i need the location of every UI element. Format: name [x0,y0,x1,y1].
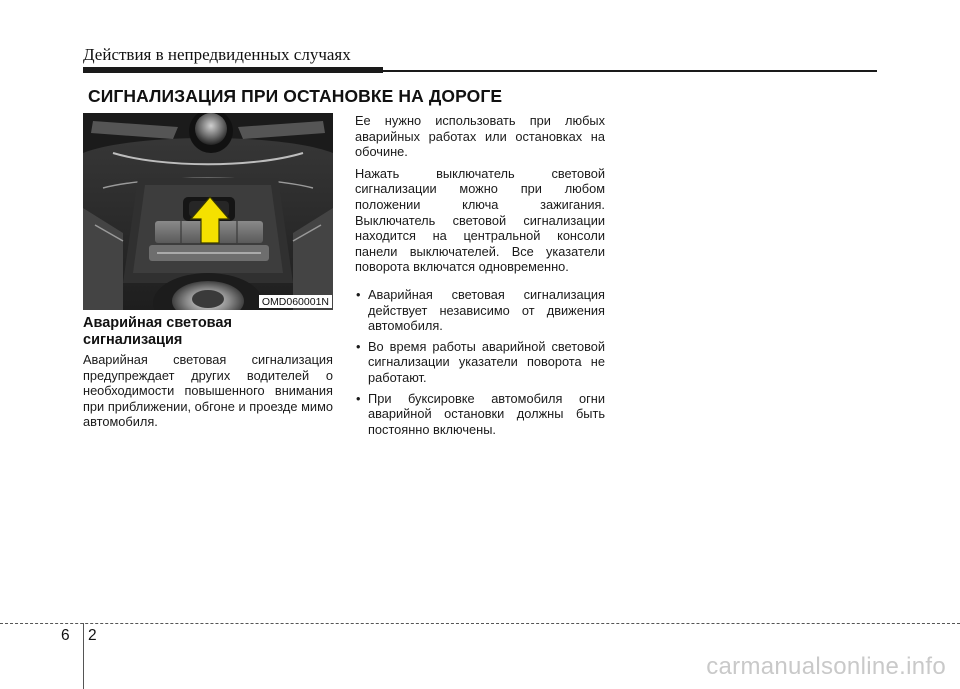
page-section: 6 [61,627,70,644]
right-column [355,113,605,442]
bullet-symbol: • [356,390,361,406]
chapter-title: Действия в непредвиденных случаях [83,45,351,64]
section-title: СИГНАЛИЗАЦИЯ ПРИ ОСТАНОВКЕ НА ДОРОГЕ [88,86,503,106]
figure-code: OMD060001N [259,295,332,308]
switch-paragraph: Нажать выключатель световой сигнализации можно при любом положении ключа зажигания. Выключатель световой сигнализации находится на центральной консоли панели выключателей. Все указатели поворота включатся одновременно. [355,165,605,275]
console-illustration [83,113,333,310]
page-index: 2 [88,627,97,644]
bullet-symbol: • [356,338,361,354]
bullet-symbol: • [356,286,361,302]
list-item: • При буксировке автомобиля огни аварийной остановки должны быть постоянно включены. [356,390,605,437]
watermark: carmanualsonline.info [706,653,946,680]
header-rule-thin [383,70,877,72]
subheading-hazard-lights: Аварийная световая сигнализация [83,315,232,348]
footer-vertical-rule [83,623,84,689]
notes-list [355,287,605,437]
list-item: • Во время работы аварийной световой сигнализации указатели поворота не работают. [356,338,605,385]
list-item: • Аварийная световая сигнализация действует независимо от движения автомобиля. [356,286,605,334]
header-rule-thick [83,67,383,73]
console-photo [83,113,333,310]
footer-divider [0,623,960,624]
hazard-description: Аварийная световая сигнализация предупреждает других водителей о необходимости повышенного внимания при приближении, обгоне и проезде мимо автомобиля. [83,352,333,430]
usage-paragraph: Ее нужно использовать при любых аварийных работах или остановках на обочине. [355,113,605,160]
